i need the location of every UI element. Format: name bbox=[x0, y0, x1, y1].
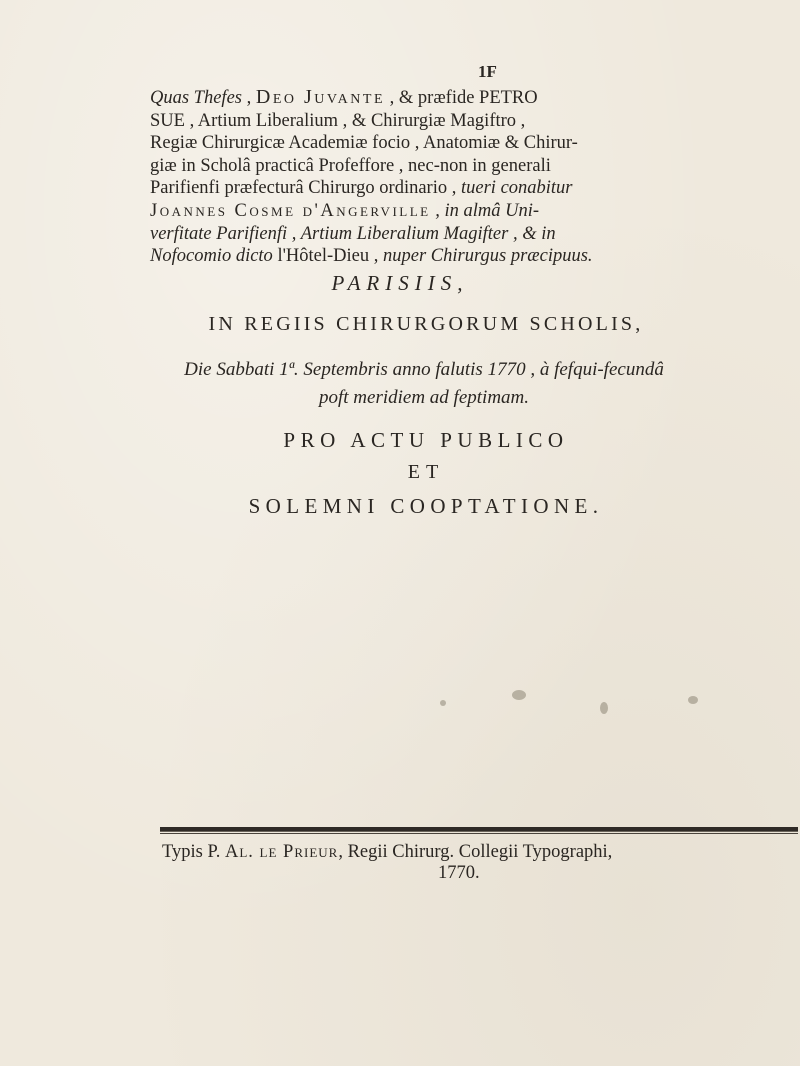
thesis-line-7: verfitate Parifienfi , Artium Liberalium Magifter , & in bbox=[150, 223, 556, 244]
nuper-chirurgus: nuper Chirurgus præcipuus. bbox=[383, 246, 593, 267]
ink-speck-4 bbox=[440, 700, 446, 706]
imprint-year: 1770. bbox=[438, 863, 480, 883]
thesis-line-4: giæ in Scholâ practicâ Profeffore , nec-non in generali bbox=[150, 155, 551, 176]
thesis-line-1 bbox=[150, 86, 790, 110]
signature-mark: 1F bbox=[478, 62, 497, 81]
thesis-line-6 bbox=[150, 200, 790, 223]
deo-juvante: Deo Juvante bbox=[255, 86, 386, 108]
date-line-2: poft meridiem ad feptimam. bbox=[318, 387, 530, 408]
imprint-line-1 bbox=[162, 841, 612, 863]
act-line-1: PRO ACTU PUBLICO bbox=[283, 428, 569, 452]
thesis-title-word: Quas Thefes bbox=[150, 88, 242, 108]
imprint-collegii: , Regii Chirurg. Collegii Typographi, bbox=[338, 842, 613, 862]
act-line-3: SOLEMNI COOPTATIONE. bbox=[248, 494, 604, 518]
ink-speck-3 bbox=[688, 696, 698, 704]
printer-rule bbox=[160, 827, 798, 832]
thesis-line-2: SUE , Artium Liberalium , & Chirurgiæ Magiftro , bbox=[150, 110, 526, 131]
tueri-conabitur: tueri conabitur bbox=[461, 178, 573, 199]
act-line-2: ET bbox=[407, 461, 445, 483]
place-heading: PARISIIS, bbox=[331, 271, 469, 295]
thesis-line-5-text: Parifienfi præfecturâ Chirurgo ordinario , bbox=[150, 178, 461, 199]
thesis-line-8 bbox=[150, 245, 790, 268]
printer-rule-thin bbox=[160, 833, 798, 834]
candidate-name: Joannes Cosme d'Angerville bbox=[150, 200, 431, 221]
ink-speck-2 bbox=[600, 702, 608, 714]
thesis-line-6-text: , in almâ Uni- bbox=[430, 200, 540, 221]
date-line-1: Die Sabbati 1ª. Septembris anno falutis 1770 , à fefqui-fecundâ bbox=[184, 359, 664, 380]
institution-heading: IN REGIIS CHIRURGORUM SCHOLIS, bbox=[208, 313, 644, 335]
nosocomio-dicto: Nofocomio dicto bbox=[150, 246, 273, 267]
hotel-dieu: l'Hôtel-Dieu , bbox=[272, 246, 384, 267]
thesis-line-3: Regiæ Chirurgicæ Academiæ focio , Anatomiæ & Chirur- bbox=[150, 133, 578, 154]
thesis-line-5 bbox=[150, 177, 790, 200]
ink-speck-1 bbox=[512, 690, 526, 700]
thesis-comma: , bbox=[242, 88, 256, 108]
imprint-typis: Typis P. bbox=[162, 842, 225, 862]
thesis-paragraph bbox=[150, 86, 790, 268]
printer-name: Al. le Prieur bbox=[224, 842, 339, 862]
praeside-petro: , & præfide PETRO bbox=[385, 88, 538, 108]
